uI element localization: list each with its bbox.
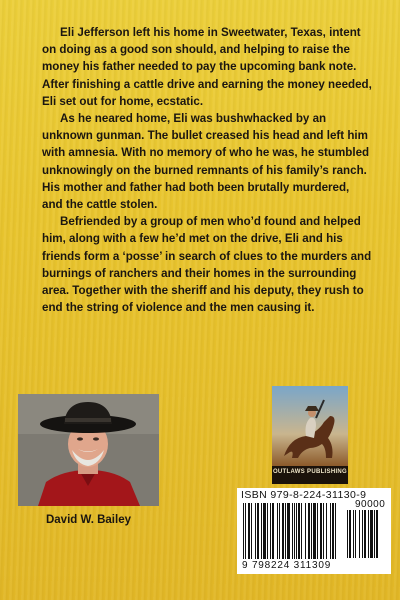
back-cover-blurb <box>42 24 372 316</box>
ean-barcode-bars <box>243 503 343 559</box>
author-photo <box>18 394 159 506</box>
publisher-logo <box>272 386 348 484</box>
author-portrait-image <box>18 394 159 506</box>
blurb-paragraph-2: As he neared home, Eli was bushwhacked by an unknown gunman. The bullet creased his head and left him with amnesia. With no memory of who he was, he stumbled unknowingly on the burned remnants of his family’s ranch. His mother and father had both been brutally murdered, and the cattle stolen. <box>42 112 370 212</box>
blurb-paragraph-1: Eli Jefferson left his home in Sweetwater, Texas, intent on doing as a good son should, and helping to raise the money his father needed to pay the upcoming bank note. After finishing a cattle drive and earning the money needed, Eli set out for home, ecstatic. <box>42 26 372 108</box>
barcode-digits: 9 798224 311309 <box>242 560 332 571</box>
addon-barcode-bars <box>347 510 387 558</box>
author-name: David W. Bailey <box>45 514 131 526</box>
isbn-barcode <box>237 488 391 574</box>
isbn-label: ISBN 979-8-224-31130-9 <box>241 489 367 501</box>
barcode-addon-number: 90000 <box>355 499 386 510</box>
blurb-paragraph-3: Befriended by a group of men who’d found and helped him, along with a few he’d met on the drive, Eli and his friends form a ‘posse’ in search of clues to the murders and burnings of ranchers and their homes in the surrounding area. Together with the sheriff and his deputy, they rush to end the string of violence and the men causing it. <box>42 215 372 315</box>
publisher-name: OUTLAWS PUBLISHING <box>272 469 348 475</box>
